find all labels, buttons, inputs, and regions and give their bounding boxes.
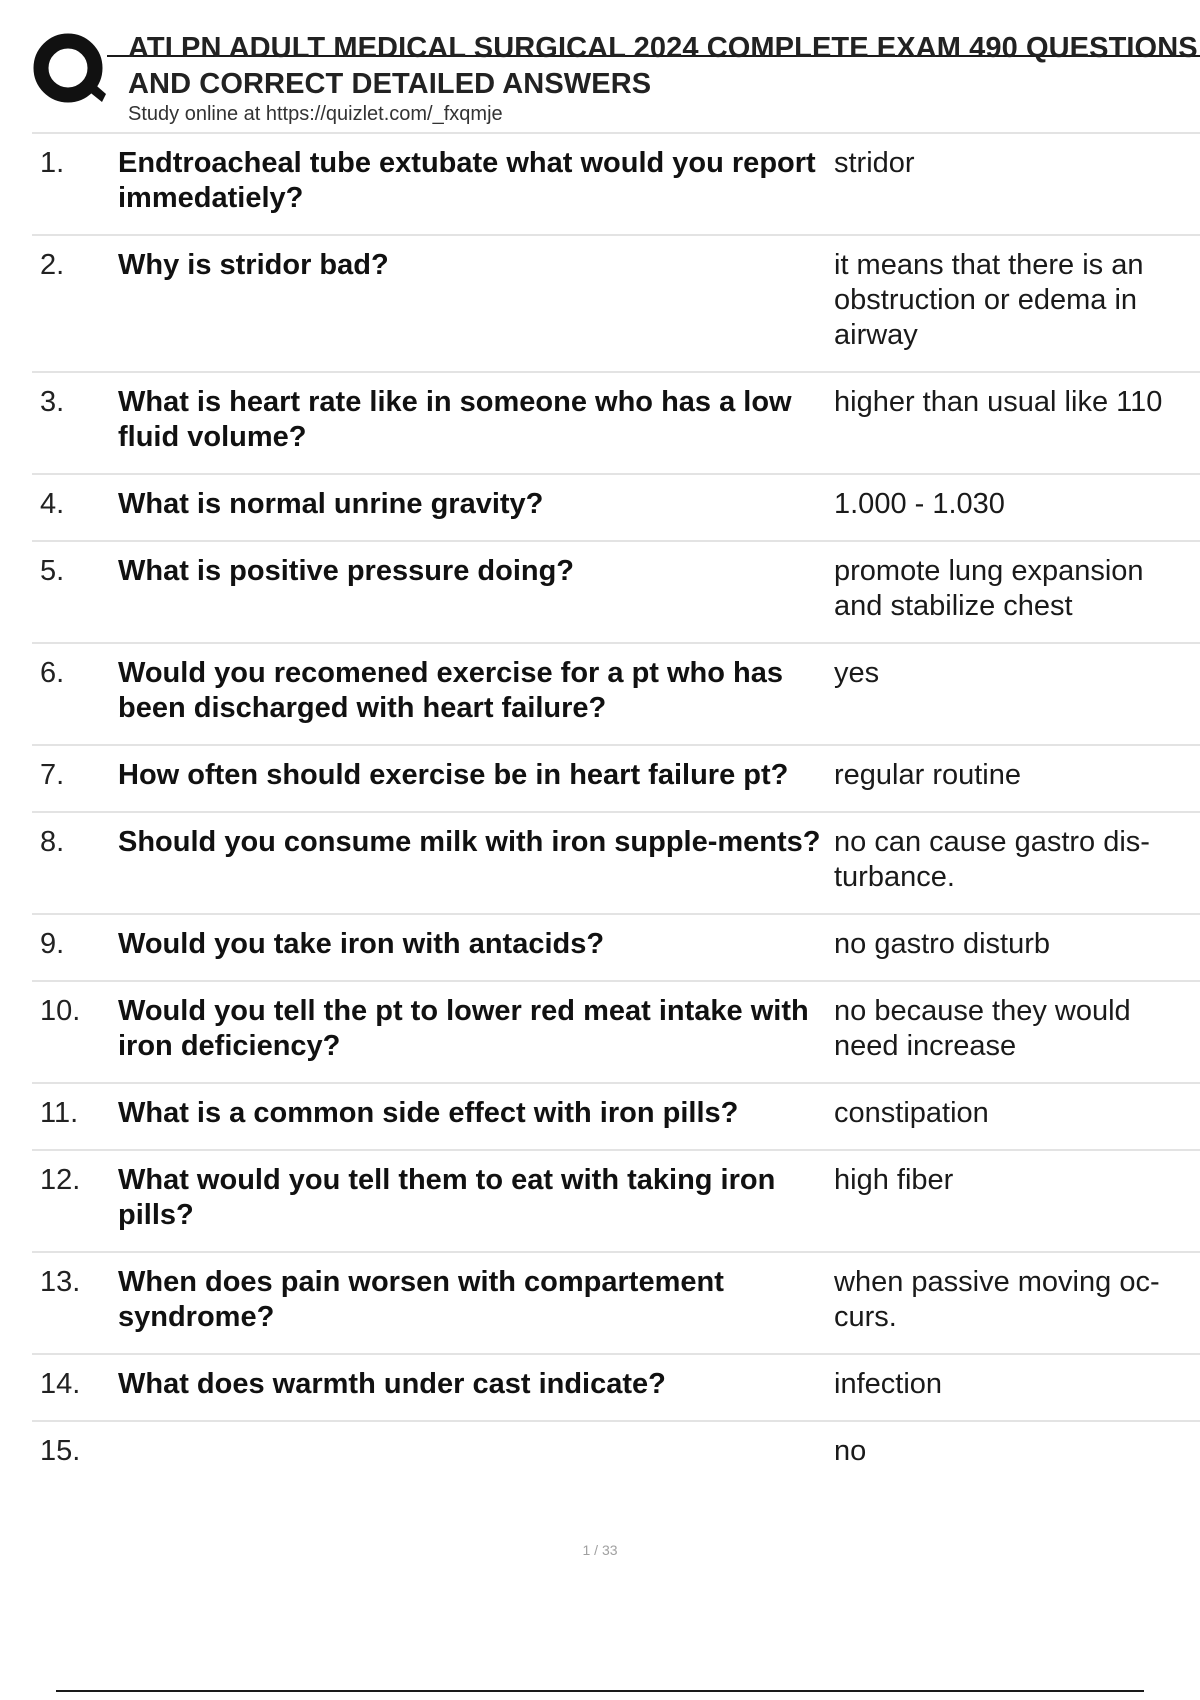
question-text: What is a common side effect with iron pills? xyxy=(118,1097,739,1129)
question-text: Should you consume milk with iron supple-ments? xyxy=(118,826,821,858)
question-number: 12. xyxy=(40,1164,81,1196)
qa-row xyxy=(32,372,1200,474)
answer-text: no gastro disturb xyxy=(834,928,1051,960)
answer-text: no xyxy=(834,1435,867,1467)
question-text: Endtroacheal tube extubate what would you report immedatiely? xyxy=(118,147,816,214)
qa-row xyxy=(32,1083,1200,1150)
question-number: 15. xyxy=(40,1435,81,1467)
question-number: 14. xyxy=(40,1368,81,1400)
question-number: 8. xyxy=(40,826,65,858)
page-header xyxy=(32,30,1200,130)
quizlet-q-logo-icon xyxy=(32,30,108,110)
study-online-link[interactable]: Study online at https://quizlet.com/_fxqmje xyxy=(128,103,503,125)
qa-row xyxy=(32,1421,1200,1487)
question-text: How often should exercise be in heart failure pt? xyxy=(118,759,789,791)
qa-row xyxy=(32,235,1200,372)
answer-text: 1.000 - 1.030 xyxy=(834,488,1005,520)
answer-text: promote lung expansion and stabilize chest xyxy=(834,555,1144,622)
question-number: 2. xyxy=(40,249,65,281)
question-number: 11. xyxy=(40,1097,79,1129)
qa-row xyxy=(32,541,1200,643)
qa-row xyxy=(32,914,1200,981)
question-text: Would you take iron with antacids? xyxy=(118,928,605,960)
question-number: 7. xyxy=(40,759,65,791)
answer-text: regular routine xyxy=(834,759,1021,791)
qa-table xyxy=(32,132,1200,1487)
question-text: Why is stridor bad? xyxy=(118,249,389,281)
question-number: 10. xyxy=(40,995,81,1027)
answer-text: no because they would need increase xyxy=(834,995,1131,1062)
page-number: 1 / 33 xyxy=(582,1542,618,1558)
qa-row xyxy=(32,133,1200,235)
question-number: 13. xyxy=(40,1266,81,1298)
question-number: 6. xyxy=(40,657,65,689)
question-text: What would you tell them to eat with taking iron pills? xyxy=(118,1164,776,1231)
answer-text: it means that there is an obstruction or edema in airway xyxy=(834,249,1144,351)
question-number: 9. xyxy=(40,928,65,960)
question-number: 5. xyxy=(40,555,65,587)
qa-row xyxy=(32,981,1200,1083)
question-number: 1. xyxy=(40,147,65,179)
answer-text: infection xyxy=(834,1368,943,1400)
question-number: 4. xyxy=(40,488,65,520)
question-text: What is heart rate like in someone who has a low fluid volume? xyxy=(118,386,792,453)
answer-text: stridor xyxy=(834,147,915,179)
question-text: What is normal unrine gravity? xyxy=(118,488,544,520)
question-text xyxy=(118,1421,834,1487)
answer-text: no can cause gastro dis-turbance. xyxy=(834,826,1150,893)
question-text: What is positive pressure doing? xyxy=(118,555,575,587)
qa-row xyxy=(32,1150,1200,1252)
answer-text: high fiber xyxy=(834,1164,954,1196)
qa-row xyxy=(32,1252,1200,1354)
qa-row xyxy=(32,812,1200,914)
answer-text: higher than usual like 110 xyxy=(834,386,1163,418)
qa-row xyxy=(32,745,1200,812)
qa-row xyxy=(32,474,1200,541)
answer-text: when passive moving oc-curs. xyxy=(834,1266,1160,1333)
question-text: Would you recomened exercise for a pt who has been discharged with heart failure? xyxy=(118,657,784,724)
bottom-rule xyxy=(56,1690,1144,1692)
answer-text: yes xyxy=(834,657,880,689)
question-text: What does warmth under cast indicate? xyxy=(118,1368,666,1400)
answer-text: constipation xyxy=(834,1097,989,1129)
qa-row xyxy=(32,643,1200,745)
question-number: 3. xyxy=(40,386,65,418)
document-title: ATI PN ADULT MEDICAL SURGICAL 2024 COMPLETE EXAM 490 QUESTIONS AND CORRECT DETAILED ANSWERS xyxy=(128,32,1198,100)
question-text: When does pain worsen with compartement syndrome? xyxy=(118,1266,724,1333)
qa-row xyxy=(32,1354,1200,1421)
qa-list xyxy=(32,133,1200,1487)
question-text: Would you tell the pt to lower red meat intake with iron deficiency? xyxy=(118,995,809,1062)
